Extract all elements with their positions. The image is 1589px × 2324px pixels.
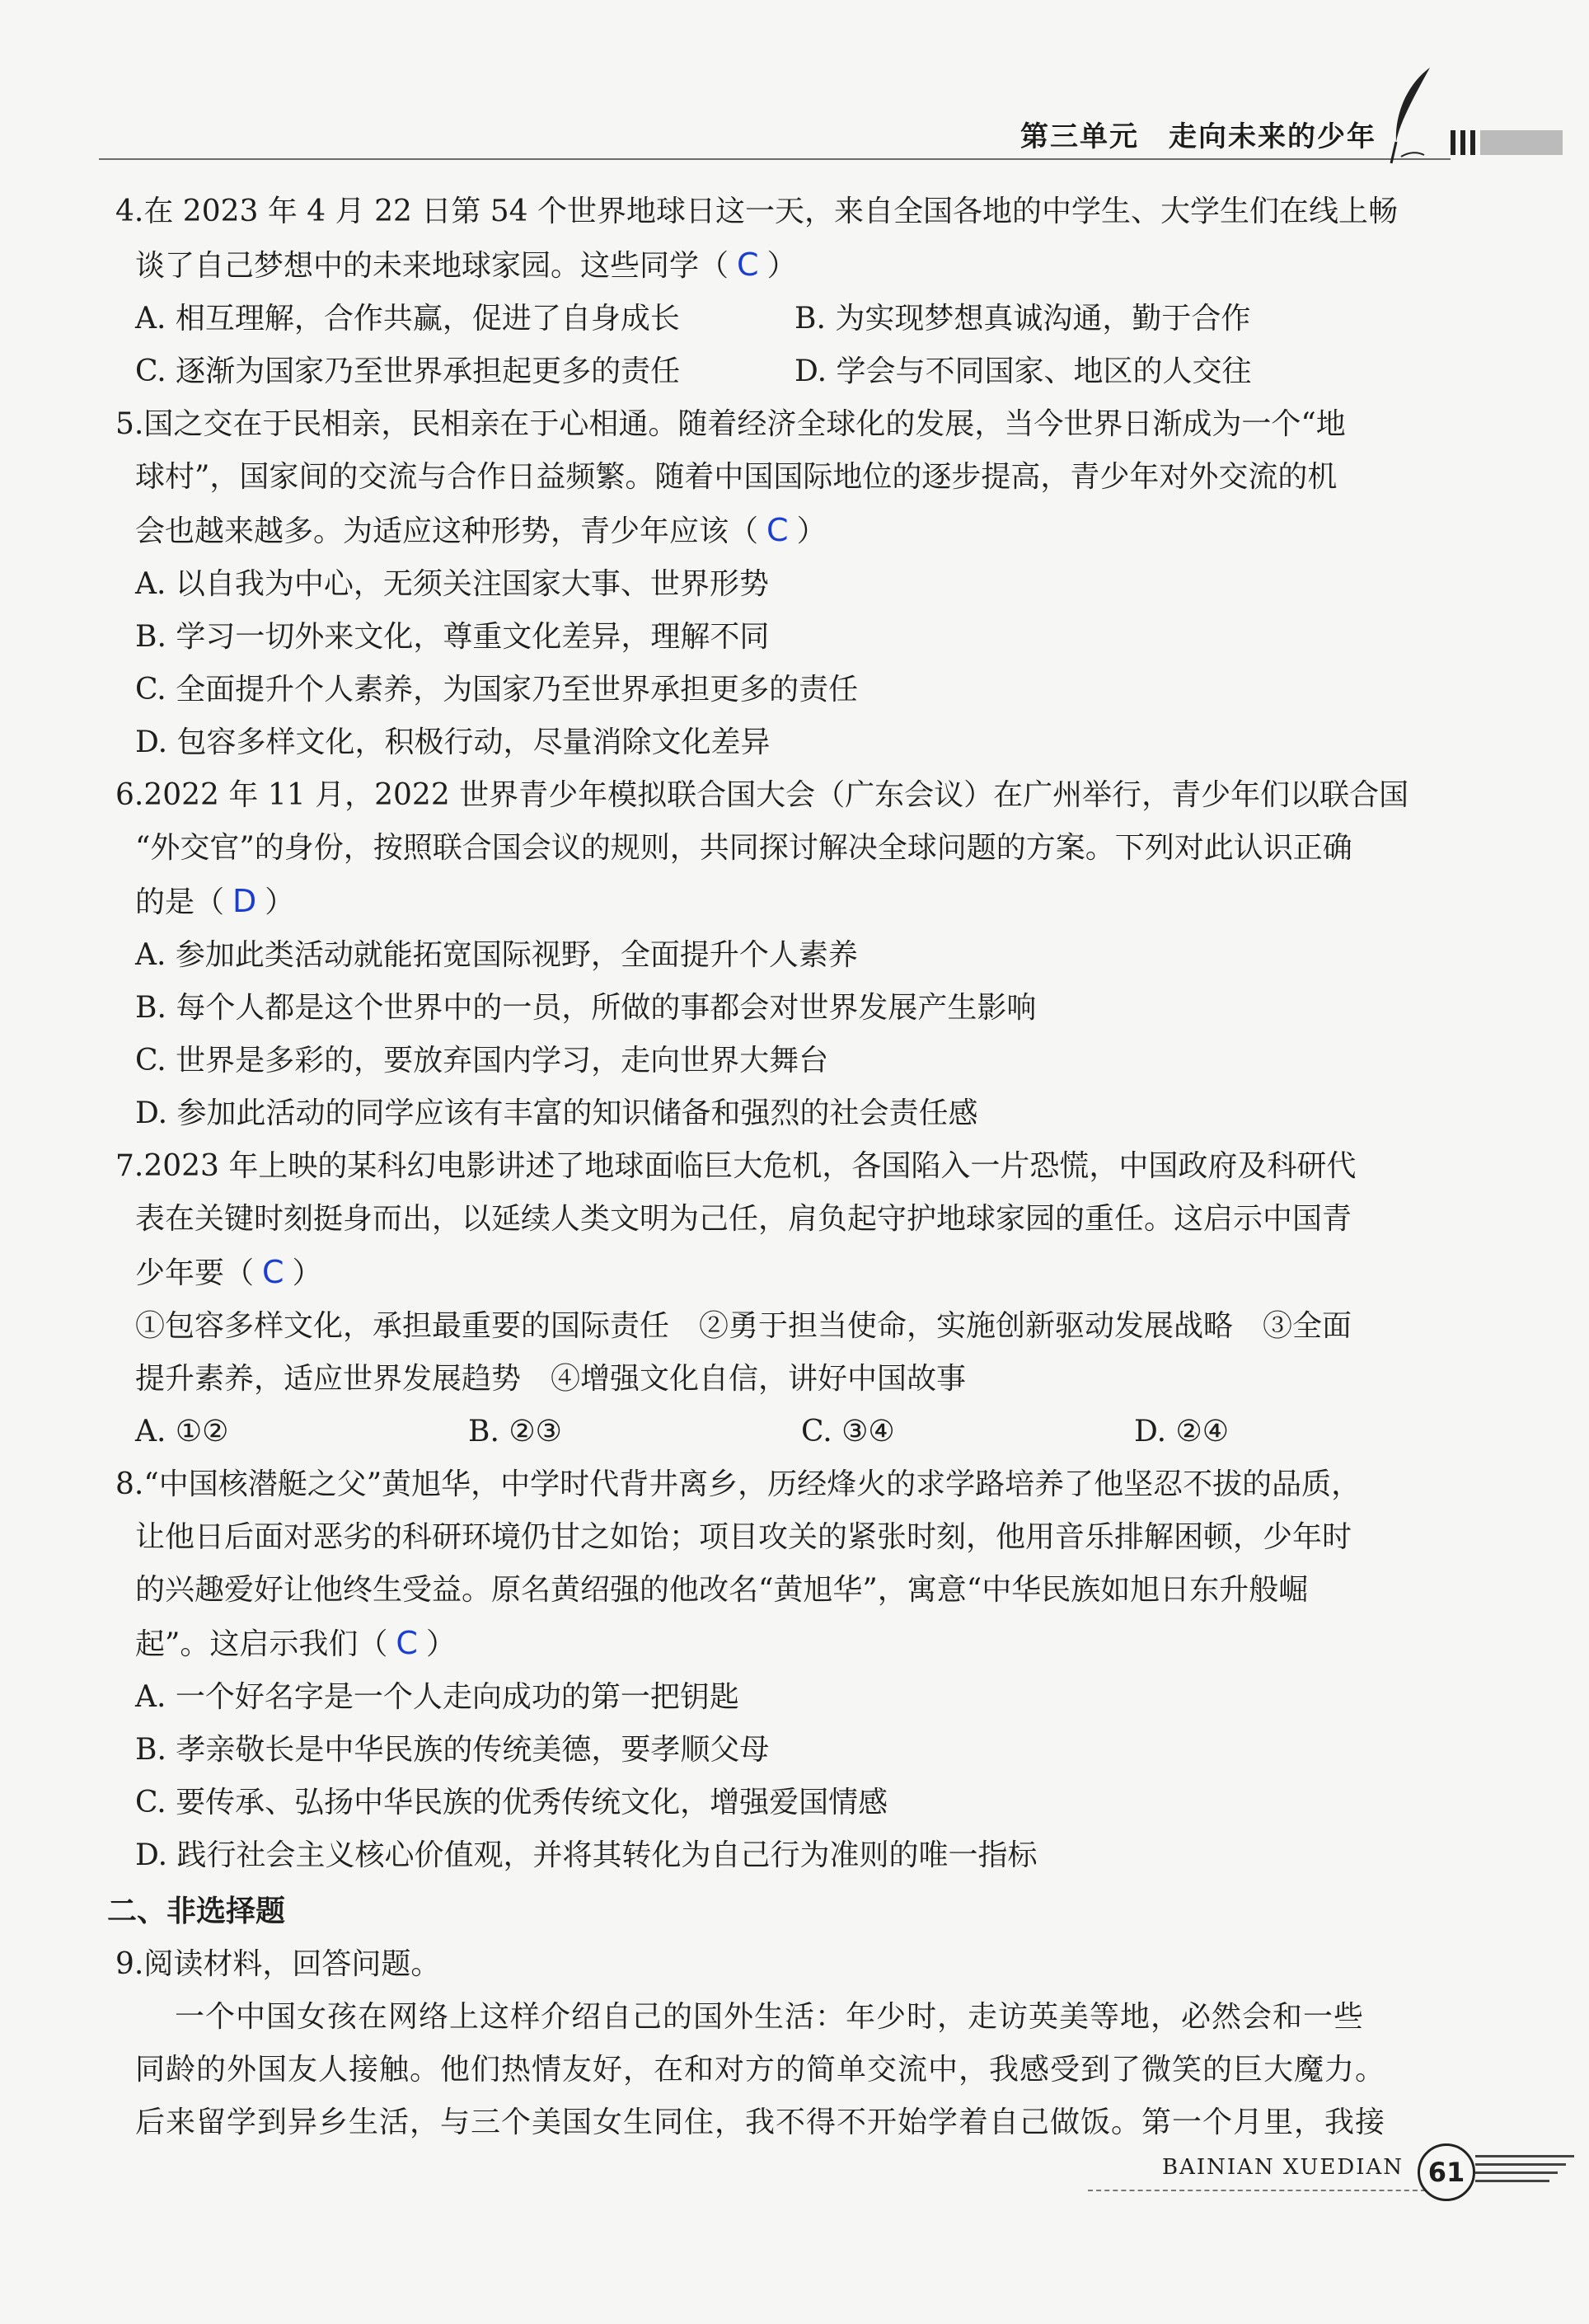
answer-mark: C <box>766 512 789 548</box>
page-content <box>107 185 1467 2149</box>
option-c: C. 要传承、弘扬中华民族的优秀传统文化，增强爱国情感 <box>135 1786 888 1819</box>
option-row <box>115 1406 1467 1458</box>
material-paragraph-line: 一个中国女孩在网络上这样介绍自己的国外生活：年少时，走访英美等地，必然会和一些 <box>175 2000 1365 2034</box>
unit-title: 第三单元 走向未来的少年 <box>1020 120 1376 153</box>
option-row <box>115 345 1467 398</box>
question-line: 4.在 2023 年 4 月 22 日第 54 个世界地球日这一天，来自全国各地的中学生、大学生们在线上畅 <box>115 195 1399 228</box>
question-line: 6.2022 年 11 月，2022 世界青少年模拟联合国大会（广东会议）在广州举行，青少年们以联合国 <box>115 778 1409 812</box>
footer-lines-icon <box>1475 2150 1582 2191</box>
question-line: 让他日后面对恶劣的科研环境仍甘之如饴；项目攻关的紧张时刻，他用音乐排解困顿，少年时 <box>135 1520 1352 1554</box>
section-heading: 二、非选择题 <box>107 1894 286 1928</box>
question-line: 的兴趣爱好让他终生受益。原名黄绍强的他改名“黄旭华”，寓意“中华民族如旭日东升般崛 <box>135 1573 1309 1607</box>
statement-line: ①包容多样文化，承担最重要的国际责任 ②勇于担当使命，实施创新驱动发展战略 ③全面 <box>135 1309 1352 1343</box>
option-a: A. 以自我为中心，无须关注国家大事、世界形势 <box>135 567 769 601</box>
header-rule <box>99 158 1451 160</box>
question-line: 表在关键时刻挺身而出，以延续人类文明为己任，肩负起守护地球家园的重任。这启示中国青 <box>135 1202 1352 1236</box>
option-a: A. 参加此类活动就能拓宽国际视野，全面提升个人素养 <box>135 938 858 972</box>
option-d: D. 包容多样文化，积极行动，尽量消除文化差异 <box>135 725 771 759</box>
question-line: 8.“中国核潜艇之父”黄旭华，中学时代背井离乡，历经烽火的求学路培养了他坚忍不拔的品质， <box>115 1467 1362 1501</box>
option-b: B. ②③ <box>468 1415 562 1448</box>
option-a: A. 相互理解，合作共赢，促进了自身成长 <box>135 302 680 336</box>
question-5 <box>115 398 1467 769</box>
answer-mark: C <box>737 246 759 283</box>
question-line: 起”。这启示我们（ C ） <box>135 1625 456 1661</box>
page-footer <box>1071 2135 1582 2209</box>
answer-mark: C <box>262 1254 284 1290</box>
footer-brand: BAINIAN XUEDIAN <box>1162 2155 1404 2180</box>
header-bars-icon <box>1451 130 1566 155</box>
option-c: C. ③④ <box>801 1415 895 1448</box>
option-c: C. 全面提升个人素养，为国家乃至世界承担更多的责任 <box>135 673 859 707</box>
option-b: B. 为实现梦想真诚沟通，勤于合作 <box>794 302 1251 336</box>
option-d: D. 参加此活动的同学应该有丰富的知识储备和强烈的社会责任感 <box>135 1096 978 1130</box>
material-paragraph-line: 同龄的外国友人接触。他们热情友好，在和对方的简单交流中，我感受到了微笑的巨大魔力。 <box>135 2053 1386 2087</box>
option-a: A. ①② <box>135 1415 229 1448</box>
material-paragraph-line: 后来留学到异乡生活，与三个美国女生同住，我不得不开始学着自己做饭。第一个月里，我接 <box>135 2106 1386 2139</box>
question-line: “外交官”的身份，按照联合国会议的规则，共同探讨解决全球问题的方案。下列对此认识正确 <box>135 831 1352 865</box>
statement-line: 提升素养，适应世界发展趋势 ④增强文化自信，讲好中国故事 <box>135 1362 967 1396</box>
option-b: B. 孝亲敬长是中华民族的传统美德，要孝顺父母 <box>135 1733 770 1767</box>
page-number: 61 <box>1418 2143 1475 2201</box>
option-b: B. 学习一切外来文化，尊重文化差异，理解不同 <box>135 620 770 654</box>
page-header <box>99 107 1566 165</box>
answer-mark: D <box>232 883 257 919</box>
question-9-prompt: 9.阅读材料，回答问题。 <box>115 1947 441 1981</box>
question-line: 少年要（ C ） <box>135 1254 322 1290</box>
option-c: C. 逐渐为国家乃至世界承担起更多的责任 <box>135 354 681 388</box>
option-b: B. 每个人都是这个世界中的一员，所做的事都会对世界发展产生影响 <box>135 991 1037 1025</box>
question-line: 球村”，国家间的交流与合作日益频繁。随着中国国际地位的逐步提高，青少年对外交流的机 <box>135 460 1338 494</box>
answer-mark: C <box>396 1625 418 1661</box>
question-line: 的是（ D ） <box>135 883 295 919</box>
question-line: 7.2023 年上映的某科幻电影讲述了地球面临巨大危机，各国陷入一片恐慌，中国政府及科研代 <box>115 1149 1357 1183</box>
question-line: 会也越来越多。为适应这种形势，青少年应该（ C ） <box>135 512 827 548</box>
question-4 <box>115 185 1467 398</box>
question-line: 5.国之交在于民相亲，民相亲在于心相通。随着经济全球化的发展，当今世界日渐成为一个“地 <box>115 407 1346 441</box>
quill-icon <box>1385 66 1442 165</box>
option-row <box>115 293 1467 345</box>
question-8 <box>115 1458 1467 1882</box>
footer-rule <box>1088 2190 1426 2191</box>
option-a: A. 一个好名字是一个人走向成功的第一把钥匙 <box>135 1680 739 1714</box>
question-6 <box>115 769 1467 1140</box>
question-line: 谈了自己梦想中的未来地球家园。这些同学（ C ） <box>135 246 797 283</box>
option-d: D. ②④ <box>1134 1415 1230 1448</box>
question-7 <box>115 1140 1467 1458</box>
option-c: C. 世界是多彩的，要放弃国内学习，走向世界大舞台 <box>135 1044 829 1077</box>
option-d: D. 学会与不同国家、地区的人交往 <box>794 354 1252 388</box>
option-d: D. 践行社会主义核心价值观，并将其转化为自己行为准则的唯一指标 <box>135 1838 1038 1872</box>
